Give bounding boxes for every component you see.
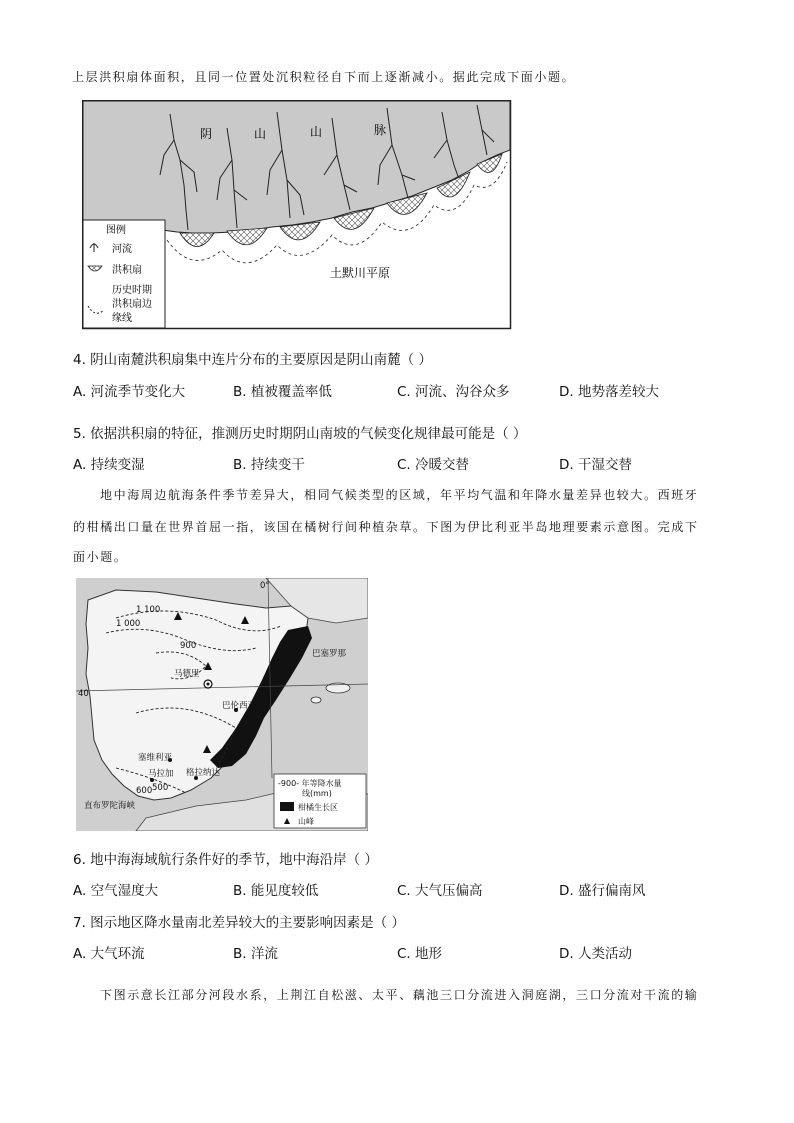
isohyet-1100: 1 100 xyxy=(136,605,161,615)
intro-text-2-line-2: 的柑橘出口量在世界首屈一指，该国在橘树行间种植杂草。下图为伊比利亚半岛地理要素示意图。完成下 xyxy=(73,520,699,534)
strait-gibraltar: 直布罗陀海峡 xyxy=(84,801,136,811)
q4-option-c[interactable]: C. 河流、沟谷众多 xyxy=(397,384,510,400)
isohyet-500: 500 xyxy=(152,783,169,793)
yinshan-fan-map xyxy=(82,100,512,330)
meridian-0: 0° xyxy=(260,581,270,591)
city-madrid: 马德里 xyxy=(174,669,200,679)
q4-option-a[interactable]: A. 河流季节变化大 xyxy=(73,384,186,400)
intro-text-2-line-3: 面小题。 xyxy=(73,550,128,564)
question-4-stem: 4. 阴山南麓洪积扇集中连片分布的主要原因是阴山南麓（ ） xyxy=(73,352,432,368)
q5-option-d[interactable]: D. 干湿交替 xyxy=(559,457,632,473)
q5-option-c[interactable]: C. 冷暖交替 xyxy=(397,457,470,473)
intro-text-3: 下图示意长江部分河段水系，上荆江自松滋、太平、藕池三口分流进入洞庭湖，三口分流对干流的输 xyxy=(100,988,699,1002)
legend-isohyet-2: 线(mm) xyxy=(302,789,332,798)
q7-option-b[interactable]: B. 洋流 xyxy=(233,946,278,962)
city-seville: 塞维利亚 xyxy=(138,753,173,763)
question-7-stem: 7. 图示地区降水量南北差异较大的主要影响因素是（ ） xyxy=(73,915,405,931)
intro-text-1: 上层洪积扇体面积，且同一位置处沉积粒径自下而上逐渐减小。据此完成下面小题。 xyxy=(72,70,576,84)
q4-option-b[interactable]: B. 植被覆盖率低 xyxy=(233,384,332,400)
q7-option-d[interactable]: D. 人类活动 xyxy=(559,946,632,962)
isohyet-1000: 1 000 xyxy=(116,619,141,629)
mountain-char: 山 xyxy=(310,125,323,139)
mountain-char: 山 xyxy=(254,127,267,141)
q7-option-a[interactable]: A. 大气环流 xyxy=(73,946,145,962)
isohyet-900: 900 xyxy=(180,641,197,651)
latitude-40: 40 xyxy=(78,689,89,699)
legend-edge-2: 洪积扇边 xyxy=(112,299,152,310)
legend-title: 图例 xyxy=(106,225,126,236)
legend-edge-1: 历史时期 xyxy=(112,285,152,296)
legend-river: 河流 xyxy=(112,244,132,255)
legend-citrus: 柑橘生长区 xyxy=(298,803,338,812)
mountain-char: 脉 xyxy=(374,123,387,137)
legend-edge-3: 缘线 xyxy=(112,313,132,324)
q6-option-d[interactable]: D. 盛行偏南风 xyxy=(559,883,646,899)
city-granada: 格拉纳达 xyxy=(186,768,221,778)
legend-isohyet-1: -900- 年等降水量 xyxy=(278,779,342,788)
q7-option-c[interactable]: C. 地形 xyxy=(397,946,443,962)
iberia-map xyxy=(76,578,368,831)
city-valencia: 巴伦西亚 xyxy=(222,701,257,711)
plain-label: 土默川平原 xyxy=(330,266,391,280)
question-6-stem: 6. 地中海海域航行条件好的季节，地中海沿岸（ ） xyxy=(73,852,378,868)
q6-option-b[interactable]: B. 能见度较低 xyxy=(233,883,319,899)
legend-fan: 洪积扇 xyxy=(112,265,142,276)
q5-option-a[interactable]: A. 持续变湿 xyxy=(73,457,145,473)
q6-option-c[interactable]: C. 大气压偏高 xyxy=(397,883,483,899)
isohyet-600: 600 xyxy=(136,786,153,796)
intro-text-2-line-1: 地中海周边航海条件季节差异大，相同气候类型的区域，年平均气温和年降水量差异也较大。西班牙 xyxy=(100,488,699,502)
q6-option-a[interactable]: A. 空气湿度大 xyxy=(73,883,159,899)
mountain-char: 阴 xyxy=(200,127,213,141)
q4-option-d[interactable]: D. 地势落差较大 xyxy=(559,384,659,400)
question-5-stem: 5. 依据洪积扇的特征，推测历史时期阴山南坡的气候变化规律最可能是（ ） xyxy=(73,426,527,442)
city-barcelona: 巴塞罗那 xyxy=(312,649,347,659)
city-malaga: 马拉加 xyxy=(148,769,174,779)
legend-peak: 山峰 xyxy=(298,817,314,826)
q5-option-b[interactable]: B. 持续变干 xyxy=(233,457,305,473)
